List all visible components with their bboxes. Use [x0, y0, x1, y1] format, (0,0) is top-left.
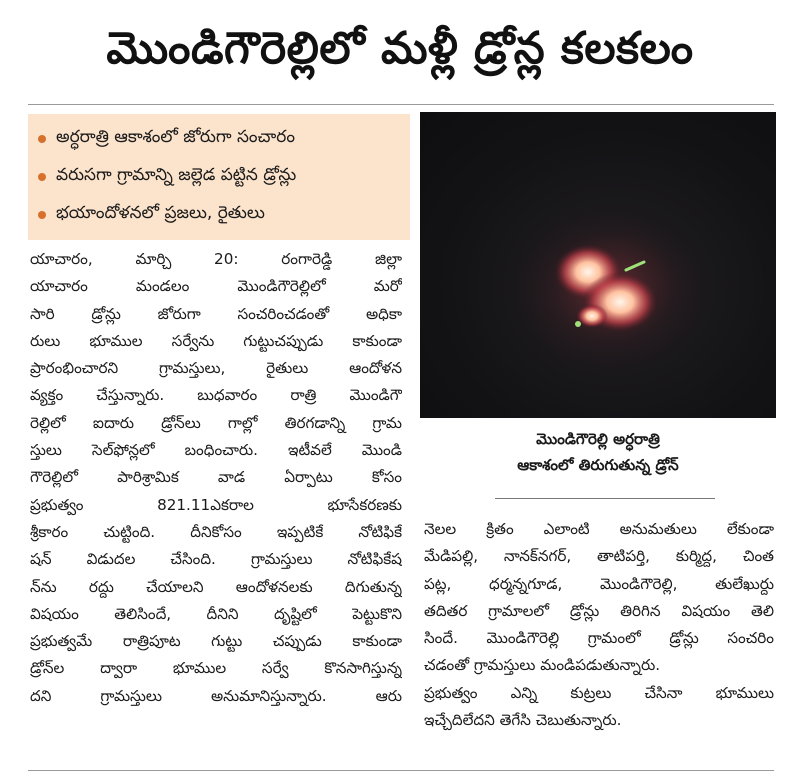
body-line: ప్రభుత్వమే రాత్రిపూట గుట్టు చప్పుడు కాకుండా — [30, 632, 402, 651]
body-line: మేడిపల్లి, నానక్‌నగర్, తాటిపర్తి, కుర్మిద్ద, చింత — [424, 547, 774, 566]
bullet-icon — [38, 173, 46, 181]
highlight-item — [38, 196, 400, 234]
body-line: స్తులు సెల్‌ఫోన్లలో బంధించారు. ఇటీవలే మొండి — [30, 441, 402, 460]
body-line: ప్రభుత్వం 821.11ఎకరాల భూసేకరణకు — [30, 495, 402, 514]
bottom-divider — [28, 770, 774, 771]
body-line: గౌరెల్లిలో పారిశ్రామిక వాడ ఏర్పాటు కోసం — [30, 468, 402, 487]
caption-line: ఆకాశంలో తిరుగుతున్న డ్రోన్ — [517, 456, 679, 474]
bullet-icon — [38, 211, 46, 219]
body-line: శ్రీకారం చుట్టింది. దీనికోసం ఇప్పటికే నోటిఫికే — [30, 522, 402, 541]
article-body-right — [424, 516, 774, 734]
drone-photo — [420, 112, 776, 418]
body-line: దని గ్రామస్తులు అనుమానిస్తున్నారు. ఆరు — [30, 686, 402, 705]
drone-lights-icon — [420, 112, 776, 418]
highlight-text: వరుసగా గ్రామాన్ని జల్లెడ పట్టిన డ్రోన్లు — [56, 165, 297, 185]
body-line: న్‌ను రద్దు చేయాలని ఆందోళనలకు దిగుతున్న — [30, 577, 402, 596]
bullet-icon — [38, 135, 46, 143]
photo-caption — [420, 426, 776, 478]
headline-divider — [28, 104, 774, 105]
body-line: షన్ విడుదల చేసింది. గ్రామస్తులు నోటిఫికేష — [30, 550, 402, 569]
body-line: సారి డ్రోన్లు జోరుగా సంచరించడంతో అధికా — [30, 304, 402, 323]
article-body-left — [30, 246, 402, 710]
highlights-box — [28, 114, 410, 240]
caption-divider — [495, 498, 715, 499]
body-line: రెల్లిలో ఐదారు డ్రోన్‌లు గాల్లో తిరగడాన్ని గ్రామ — [30, 413, 402, 432]
highlight-text: భయాందోళనలో ప్రజలు, రైతులు — [56, 203, 265, 223]
body-line: యాచారం మండలం మొండిగౌరెల్లిలో మరో — [30, 277, 402, 296]
body-line: విషయం తెలిసిందే, దీనిని దృష్టిలో పెట్టుకొని — [30, 604, 402, 623]
body-line: డ్రోన్‌ల ద్వారా భూముల సర్వే కొనసాగిస్తున్న — [30, 659, 402, 678]
body-line: సిందే. మొండిగౌరెల్లి గ్రామంలో డ్రోన్లు సంచరిం — [424, 629, 774, 648]
headline: మొండిగౌరెల్లిలో మళ్లీ డ్రోన్ల కలకలం — [106, 23, 694, 74]
body-line: పట్ల, ధర్మన్నగూడ, మొండిగౌరెల్లి, తులేఖుర్దు — [424, 574, 774, 593]
body-line: ఇచ్చేదిలేదని తెగేసి చెబుతున్నారు. — [424, 711, 622, 730]
body-line: ప్రారంభించారని గ్రామస్తులు, రైతులు ఆందోళన — [30, 359, 402, 378]
body-line: ప్రభుత్వం ఎన్ని కుట్రలు చేసినా భూములు — [424, 683, 774, 702]
body-line: తదితర గ్రామాలలో డ్రోన్లు తిరిగిన విషయం తెలి — [424, 601, 774, 620]
caption-line: మొండిగౌరెల్లి అర్ధరాత్రి — [536, 430, 660, 448]
body-line: చడంతో గ్రామస్తులు మండిపడుతున్నారు. — [424, 656, 661, 675]
highlight-item — [38, 158, 400, 196]
highlight-text: అర్ధరాత్రి ఆకాశంలో జోరుగా సంచారం — [56, 127, 295, 147]
body-line: యాచారం, మార్చి 20: రంగారెడ్డి జిల్లా — [30, 250, 402, 268]
body-line: రులు భూముల సర్వేను గుట్టుచప్పుడు కాకుండా — [30, 331, 402, 350]
body-line: నెలల క్రితం ఎలాంటి అనుమతులు లేకుండా — [424, 520, 774, 538]
body-line: వ్యక్తం చేస్తున్నారు. బుధవారం రాత్రి మొండిగౌ — [30, 386, 402, 405]
highlight-item — [38, 120, 400, 158]
